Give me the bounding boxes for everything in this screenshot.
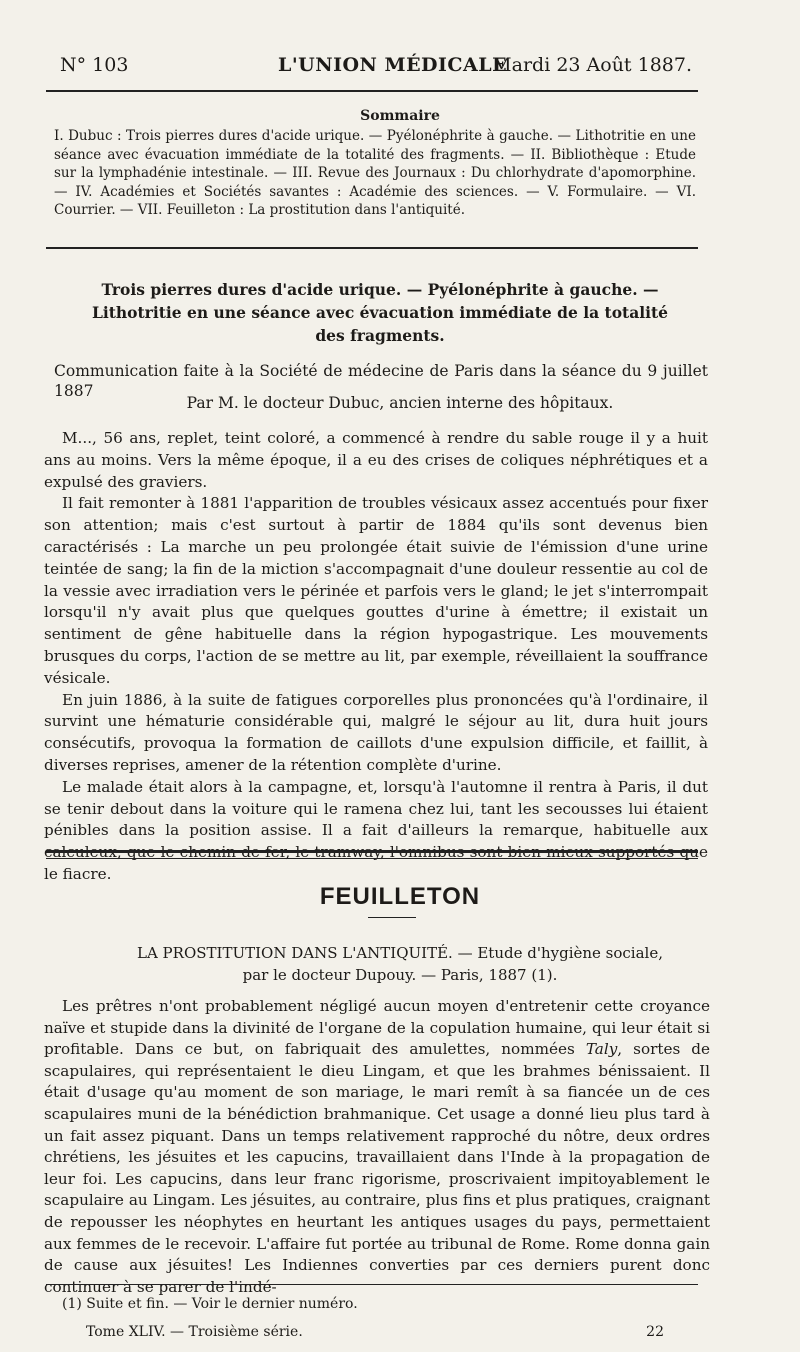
page-number: 22: [646, 1324, 664, 1340]
article-paragraph: M..., 56 ans, replet, teint coloré, a commencé à rendre du sable rouge il y a huit ans au moins. Vers la même époque, il a eu des crises de coliques néphrétiques et a expulsé des graviers.: [44, 429, 708, 491]
article-title-line: Trois pierres dures d'acide urique. — Pyélonéphrite à gauche. —: [101, 280, 659, 299]
header-rule: [46, 90, 698, 92]
page-header: [60, 54, 692, 84]
feuilleton-text: Les prêtres n'ont probablement négligé aucun moyen d'entretenir cette croyance naïve et stupide dans la divinité de l'organe de la copulation humaine, qui leur était si profitable. Dans ce but, on fabriquait des amulettes, nommées: [44, 997, 710, 1059]
article-byline: Par M. le docteur Dubuc, ancien interne des hôpitaux.: [186, 394, 614, 412]
article-paragraph: En juin 1886, à la suite de fatigues corporelles plus prononcées qu'à l'ordinaire, il survint une hématurie considérable qui, malgré le séjour au lit, dura huit jours consécutifs, provoqua la formation de caillots d'une expulsion difficile, et faillit, à diverses reprises, amener de la rétention complète d'urine.: [44, 690, 708, 774]
sommaire-title: Sommaire: [360, 108, 440, 124]
issue-number: N° 103: [60, 54, 129, 76]
journal-title: L'UNION MÉDICALE: [278, 54, 508, 76]
feuilleton-body: [44, 996, 710, 1298]
volume-info: Tome XLIV. — Troisième série.: [86, 1324, 303, 1340]
feuilleton-text: , sortes de scapulaires, qui représentaient le dieu Lingam, et que les brahmes bénissaient. Il était d'usage qu'au moment de son mariage, le mari remît à sa fiancée un de ces scapulaires muni de la bénédiction brahmanique. Cet usage a donné lieu plus tard à un fait assez piquant. Dans un temps relativement rapproché du nôtre, deux ordres chrétiens, les jésuites et les capucins, travaillaient dans l'Inde à la propagation de leur foi. Les capucins, dans leur franc rigorisme, proscrivaient impitoyablement le scapulaire au Lingam. Les jésuites, au contraire, plus fins et plus pratiques, craignant de repousser les néophytes en heurtant les antiques usages du pays, permettaient aux femmes de le recevoir. L'affaire fut portée au tribunal de Rome. Rome donna gain de cause aux jésuites! Les Indiennes converties par ces derniers purent donc continuer à se parer de l'indé-: [44, 1040, 710, 1296]
feuilleton-title-line: LA PROSTITUTION DANS L'ANTIQUITÉ. — Etude d'hygiène sociale,: [137, 944, 663, 962]
footnote-rule: [46, 1284, 698, 1285]
feuilleton-title: [0, 942, 800, 986]
article-paragraph: Le malade était alors à la campagne, et, lorsqu'à l'automne il rentra à Paris, il dut se tenir debout dans la voiture qui le ramena chez lui, tant les secousses lui étaient pénibles dans la position assise. Il a fait d'ailleurs la remarque, habituelle aux calculeux, que le chemin de fer, le tramway, l'omnibus sont bien mieux supportés que le fiacre.: [44, 777, 708, 883]
feuilleton-divider: [46, 850, 698, 859]
feuilleton-underline: [368, 917, 416, 918]
article-title-line: Lithotritie en une séance avec évacuation immédiate de la totalité: [91, 303, 669, 322]
communication-note: Communication faite à la Société de médecine de Paris dans la séance du 9 juillet 1887: [54, 362, 708, 400]
footnote: (1) Suite et fin. — Voir le dernier numéro.: [62, 1296, 358, 1312]
article-title-line: des fragments.: [315, 326, 445, 345]
sommaire-paragraph: I. Dubuc : Trois pierres dures d'acide urique. — Pyélonéphrite à gauche. — Lithotritie en une séance avec évacuation immédiate de la totalité des fragments. — II. Bibliothèque : Etude sur la lymphadénie intestinale. — III. Revue des Journaux : Du chlorhydrate d'apomorphine. — IV. Académies et Sociétés savantes : Académie des sciences. — V. Formulaire. — VI. Courrier. — VII. Feuilleton : La prostitution dans l'antiquité.: [54, 128, 696, 218]
sommaire-rule: [46, 247, 698, 249]
article-body: [44, 428, 708, 886]
sommaire-text: [54, 127, 696, 220]
article-title: [60, 278, 700, 347]
feuilleton-heading: FEUILLETON: [319, 883, 481, 910]
feuilleton-italic-term: Taly: [585, 1040, 618, 1059]
feuilleton-paragraph: [44, 996, 710, 1298]
feuilleton-title-line: par le docteur Dupouy. — Paris, 1887 (1).: [242, 966, 558, 984]
issue-date: Mardi 23 Août 1887.: [492, 54, 692, 76]
article-paragraph: Il fait remonter à 1881 l'apparition de troubles vésicaux assez accentués pour fixer son attention; mais c'est surtout à partir de 1884 qu'ils sont devenus bien caractérisés : La marche un peu prolongée était suivie de l'émission d'une urine teintée de sang; la fin de la miction s'accompagnait d'une douleur ressentie au col de la vessie avec irradiation vers le périnée et parfois vers le gland; le jet s'interrompait lorsqu'il n'y avait plus que quelques gouttes d'urine à émettre; il existait un sentiment de gêne habituelle dans la région hypogastrique. Les mouvements brusques du corps, l'action de se mettre au lit, par exemple, réveillaient la souffrance vésicale.: [44, 494, 708, 687]
